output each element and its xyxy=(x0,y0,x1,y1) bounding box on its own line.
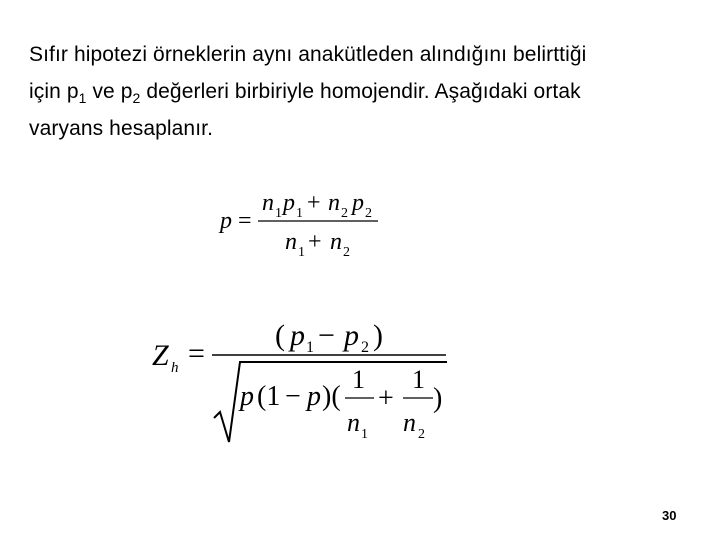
fraction-numerator: 1 xyxy=(412,365,425,394)
text-segment: değerleri birbiriyle homojendir. Aşağıdaki ortak xyxy=(140,80,581,103)
subscript: 1 xyxy=(298,245,305,260)
radicand-close-paren: ) xyxy=(433,383,443,414)
fraction-denominator: n xyxy=(347,408,360,437)
z-statistic-formula xyxy=(152,319,447,442)
subscript: 1 xyxy=(275,206,282,221)
subscript: 1 xyxy=(306,339,314,356)
text-segment: ve p xyxy=(86,80,133,103)
paragraph-line-1: Sıfır hipotezi örneklerin aynı anakütleden alındığını belirttiği xyxy=(29,43,587,66)
text-segment: için p xyxy=(29,80,79,103)
subscript: 2 xyxy=(132,90,141,106)
denominator-n2: n xyxy=(330,229,342,255)
numerator-n1: n xyxy=(262,190,274,216)
denominator-n1: n xyxy=(285,229,297,255)
formula-lhs: p xyxy=(220,208,232,234)
numerator-p2: p xyxy=(352,190,364,216)
paren-group: )( xyxy=(322,381,341,412)
numerator-p1: p xyxy=(283,190,295,216)
radicand-p: p xyxy=(240,381,254,412)
numerator-open-paren: ( xyxy=(275,319,285,352)
paragraph-line-3: varyans hesaplanır. xyxy=(29,117,214,140)
numerator-p1: p xyxy=(290,319,305,352)
subscript: 2 xyxy=(341,206,348,221)
subscript: 2 xyxy=(418,427,425,442)
subscript: 1 xyxy=(361,427,368,442)
radicand-one-minus: (1 xyxy=(257,381,281,412)
equals-sign: = xyxy=(238,208,252,234)
subscript: 2 xyxy=(343,245,350,260)
numerator-n2: n xyxy=(328,190,340,216)
equals-sign: = xyxy=(188,337,205,370)
fraction-denominator: n xyxy=(403,408,416,437)
subscript: 1 xyxy=(296,206,303,221)
subscript: h xyxy=(171,360,179,376)
plus-sign: + xyxy=(308,229,322,255)
radicand-p: p xyxy=(307,381,321,412)
formula-lhs: Z xyxy=(152,339,169,372)
numerator-close-paren: ) xyxy=(373,319,383,352)
minus-sign: − xyxy=(318,319,335,352)
plus-sign: + xyxy=(378,383,394,414)
minus-sign: − xyxy=(285,381,301,412)
subscript: 1 xyxy=(78,90,87,106)
page-number: 30 xyxy=(662,508,677,523)
fraction-numerator: 1 xyxy=(352,365,365,394)
numerator-p2: p xyxy=(344,319,359,352)
subscript: 2 xyxy=(361,339,369,356)
subscript: 2 xyxy=(365,206,372,221)
plus-sign: + xyxy=(307,190,321,216)
